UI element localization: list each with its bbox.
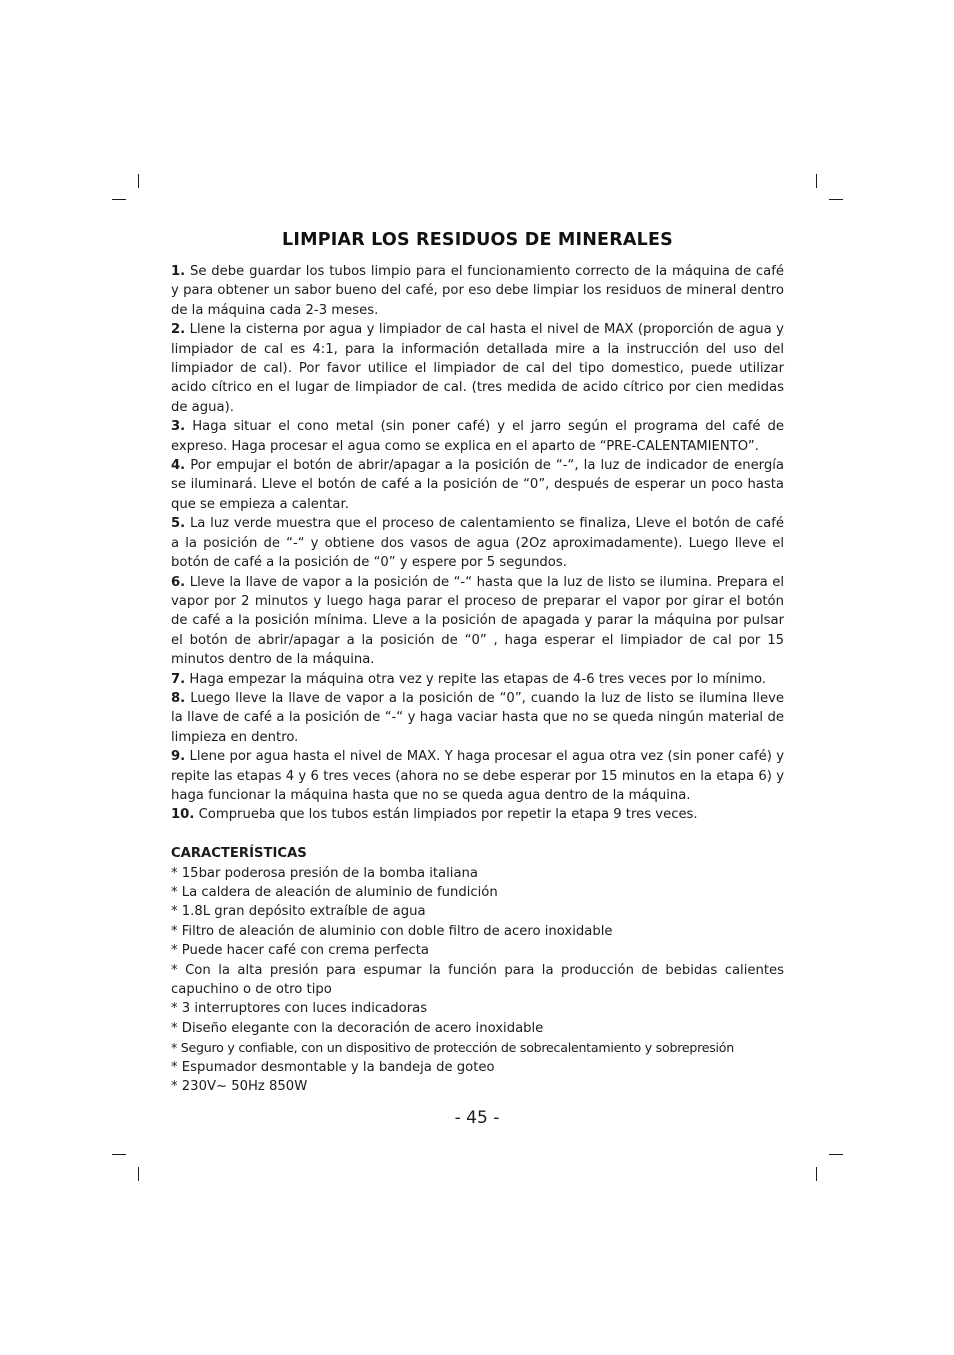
feature-item: * La caldera de aleación de aluminio de fundición	[171, 884, 498, 900]
step-10	[171, 805, 784, 824]
step-number: 8.	[171, 690, 186, 706]
step-3	[171, 417, 784, 456]
crop-mark-bottom-left-vertical	[138, 1167, 139, 1181]
step-7	[171, 670, 784, 689]
document-body	[171, 262, 784, 1096]
step-9	[171, 747, 784, 805]
step-6	[171, 573, 784, 670]
feature-item: * Espumador desmontable y la bandeja de goteo	[171, 1059, 495, 1075]
crop-mark-bottom-right-vertical	[816, 1167, 817, 1181]
feature-item: * Seguro y confiable, con un dispositivo de protección de sobrecalentamiento y sobrepresión	[171, 1040, 734, 1056]
step-number: 1.	[171, 264, 186, 279]
step-number: 3.	[171, 419, 186, 435]
page-title: LIMPIAR LOS RESIDUOS DE MINERALES	[282, 230, 673, 250]
crop-mark-bottom-left-horizontal	[112, 1154, 126, 1155]
step-number: 10.	[171, 807, 195, 823]
feature-item: * 15bar poderosa presión de la bomba italiana	[171, 865, 478, 881]
feature-item: * 1.8L gran depósito extraíble de agua	[171, 904, 426, 920]
step-text: Comprueba que los tubos están limpiados por repetir la etapa 9 tres veces.	[194, 807, 698, 823]
step-text: Por empujar el botón de abrir/apagar a la posición de “-“, la luz de indicador de energía se iluminará. Lleve el botón de café a la posición de “0”, después de esperar un poco hasta que se empieza a calentar.	[171, 458, 784, 512]
crop-mark-top-right-vertical	[816, 174, 817, 188]
step-number: 2.	[171, 322, 186, 338]
feature-item: * Filtro de aleación de aluminio con doble filtro de acero inoxidable	[171, 923, 613, 939]
features-heading: CARACTERÍSTICAS	[171, 846, 307, 862]
step-text: Llene la cisterna por agua y limpiador de cal hasta el nivel de MAX (proporción de agua y limpiador de cal es 4:1, para la información detallada mire a la instrucción del uso del limpiador de cal). Por favor utilice el limpiador de cal del tipo domestico, puede utilizar acido cítrico en el lugar de limpiador de cal. (tres medida de acido cítrico por cien medidas de agua).	[171, 322, 784, 415]
step-text: Haga empezar la máquina otra vez y repite las etapas de 4-6 tres veces por lo mínimo.	[185, 671, 766, 687]
step-number: 4.	[171, 458, 186, 474]
features-list	[171, 864, 784, 1097]
step-1	[171, 262, 784, 320]
cleaning-steps	[171, 262, 784, 825]
step-2	[171, 320, 784, 417]
step-text: Haga situar el cono metal (sin poner café) y el jarro según el programa del café de expreso. Haga procesar el agua como se explica en el aparto de “PRE-CALENTAMIENTO”.	[171, 419, 784, 454]
step-text: Luego lleve la llave de vapor a la posición de “0”, cuando la luz de listo se ilumina lleve la llave de café a la posición de “-“ y haga vaciar hasta que no se queda ningún material de limpieza en dentro.	[171, 690, 784, 745]
step-number: 5.	[171, 516, 186, 532]
page-number: - 45 -	[454, 1108, 500, 1128]
crop-mark-top-left-vertical	[138, 174, 139, 188]
step-5	[171, 514, 784, 572]
step-number: 9.	[171, 749, 186, 765]
step-text: Se debe guardar los tubos limpio para el funcionamiento correcto de la máquina de café y para obtener un sabor bueno del café, por eso debe limpiar los residuos de mineral dentro de la máquina cada 2-3 meses.	[171, 264, 784, 318]
step-number: 7.	[171, 671, 186, 687]
crop-mark-bottom-right-horizontal	[829, 1154, 843, 1155]
feature-item: * Con la alta presión para espumar la función para la producción de bebidas calientes capuchino o de otro tipo	[171, 962, 784, 998]
feature-item: * 3 interruptores con luces indicadoras	[171, 1001, 428, 1017]
step-text: Lleve la llave de vapor a la posición de “-“ hasta que la luz de listo se ilumina. Prepara el vapor por 2 minutos y luego haga parar el proceso de preparar el vapor por girar el botón de café a la posición mínima. Lleve a la posición de apagada y parar la máquina por pulsar el botón de abrir/apagar a la posición de “0” , haga esperar el limpiador de cal por 15 minutos dentro de la máquina.	[171, 574, 784, 668]
step-text: Llene por agua hasta el nivel de MAX. Y haga procesar el agua otra vez (sin poner café) y repite las etapas 4 y 6 tres veces (ahora no se debe esperar por 15 minutos en la etapa 6) y haga funcionar la máquina hasta que no se queda agua dentro de la máquina.	[171, 749, 784, 803]
feature-item: * Diseño elegante con la decoración de acero inoxidable	[171, 1020, 544, 1036]
crop-mark-top-right-horizontal	[829, 199, 843, 200]
feature-item: * Puede hacer café con crema perfecta	[171, 943, 429, 959]
step-number: 6.	[171, 574, 186, 590]
step-text: La luz verde muestra que el proceso de calentamiento se finaliza, Lleve el botón de café a la posición de “-“ y obtiene dos vasos de agua (2Oz aproximadamente). Luego lleve el botón de café a la posición de “0” y espere por 5 segundos.	[171, 516, 784, 571]
step-4	[171, 456, 784, 514]
step-8	[171, 689, 784, 747]
feature-item: * 230V~ 50Hz 850W	[171, 1079, 308, 1095]
crop-mark-top-left-horizontal	[112, 199, 126, 200]
